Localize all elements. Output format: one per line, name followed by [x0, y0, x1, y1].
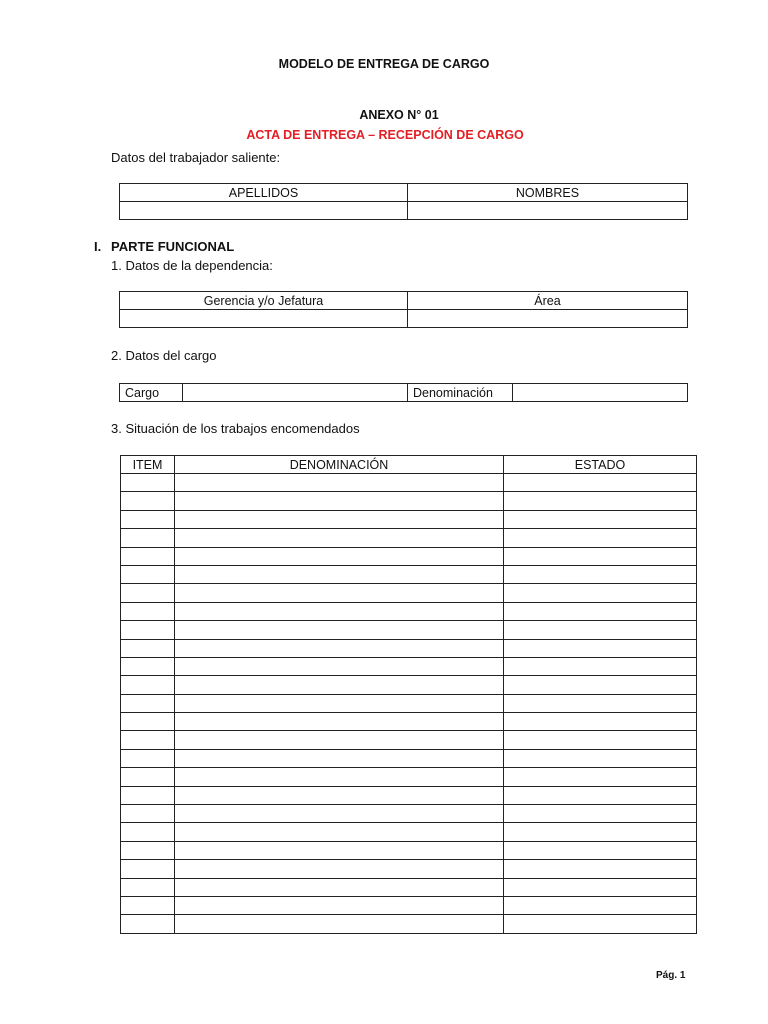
- denominacion-cell[interactable]: [175, 529, 504, 547]
- denominacion-cell[interactable]: [175, 474, 504, 492]
- denominacion-cell[interactable]: [175, 713, 504, 731]
- item-cell[interactable]: [121, 878, 175, 896]
- denominacion-cell[interactable]: [175, 731, 504, 749]
- apellidos-input-cell[interactable]: [120, 202, 408, 220]
- table-row: [121, 657, 697, 675]
- table-row: [121, 584, 697, 602]
- table-row: [121, 694, 697, 712]
- cargo-input-cell[interactable]: [183, 384, 408, 402]
- denominacion-input-cell[interactable]: [513, 384, 688, 402]
- denominacion-cell[interactable]: [175, 547, 504, 565]
- gerencia-input-cell[interactable]: [120, 310, 408, 328]
- estado-cell[interactable]: [504, 731, 697, 749]
- header-area: Área: [408, 292, 688, 310]
- table-row: [121, 731, 697, 749]
- annex-number: ANEXO N° 01: [359, 108, 439, 122]
- position-table: [119, 383, 688, 402]
- denominacion-cell[interactable]: [175, 768, 504, 786]
- table-row: [121, 896, 697, 914]
- area-input-cell[interactable]: [408, 310, 688, 328]
- item-cell[interactable]: [121, 529, 175, 547]
- estado-cell[interactable]: [504, 529, 697, 547]
- estado-cell[interactable]: [504, 474, 697, 492]
- estado-cell[interactable]: [504, 841, 697, 859]
- table-row: [121, 602, 697, 620]
- item-cell[interactable]: [121, 805, 175, 823]
- denominacion-cell[interactable]: [175, 786, 504, 804]
- item-cell[interactable]: [121, 786, 175, 804]
- denominacion-cell[interactable]: [175, 510, 504, 528]
- table-row: [121, 805, 697, 823]
- table-row: [121, 823, 697, 841]
- dependency-heading: 1. Datos de la dependencia:: [111, 258, 273, 273]
- table-row: [121, 860, 697, 878]
- table-row: [121, 547, 697, 565]
- worker-heading: Datos del trabajador saliente:: [111, 150, 281, 165]
- table-row: [121, 749, 697, 767]
- denominacion-cell[interactable]: [175, 584, 504, 602]
- estado-cell[interactable]: [504, 915, 697, 933]
- cargo-label: Cargo: [120, 384, 183, 402]
- denominacion-cell[interactable]: [175, 841, 504, 859]
- estado-cell[interactable]: [504, 510, 697, 528]
- item-cell[interactable]: [121, 860, 175, 878]
- header-estado: ESTADO: [504, 456, 697, 474]
- work-table: [120, 455, 697, 934]
- item-cell[interactable]: [121, 713, 175, 731]
- table-row: [121, 676, 697, 694]
- estado-cell[interactable]: [504, 878, 697, 896]
- estado-cell[interactable]: [504, 805, 697, 823]
- denominacion-cell[interactable]: [175, 749, 504, 767]
- item-cell[interactable]: [121, 510, 175, 528]
- estado-cell[interactable]: [504, 694, 697, 712]
- estado-cell[interactable]: [504, 492, 697, 510]
- table-row: [121, 529, 697, 547]
- item-cell[interactable]: [121, 492, 175, 510]
- position-heading: 2. Datos del cargo: [111, 348, 217, 363]
- table-row: [121, 621, 697, 639]
- denominacion-cell[interactable]: [175, 676, 504, 694]
- document-subtitle: ACTA DE ENTREGA – RECEPCIÓN DE CARGO: [246, 128, 524, 142]
- section-title: PARTE FUNCIONAL: [111, 239, 235, 254]
- table-row: [121, 474, 697, 492]
- estado-cell[interactable]: [504, 547, 697, 565]
- item-cell[interactable]: [121, 584, 175, 602]
- table-row: [121, 768, 697, 786]
- denominacion-cell[interactable]: [175, 896, 504, 914]
- item-cell[interactable]: [121, 915, 175, 933]
- estado-cell[interactable]: [504, 657, 697, 675]
- table-row: [121, 878, 697, 896]
- nombres-input-cell[interactable]: [408, 202, 688, 220]
- header-nombres: NOMBRES: [408, 184, 688, 202]
- table-row: [121, 915, 697, 933]
- item-cell[interactable]: [121, 621, 175, 639]
- denominacion-cell[interactable]: [175, 805, 504, 823]
- denominacion-cell[interactable]: [175, 602, 504, 620]
- item-cell[interactable]: [121, 768, 175, 786]
- item-cell[interactable]: [121, 896, 175, 914]
- denominacion-cell[interactable]: [175, 915, 504, 933]
- estado-cell[interactable]: [504, 896, 697, 914]
- estado-cell[interactable]: [504, 639, 697, 657]
- header-apellidos: APELLIDOS: [120, 184, 408, 202]
- estado-cell[interactable]: [504, 749, 697, 767]
- denominacion-cell[interactable]: [175, 621, 504, 639]
- item-cell[interactable]: [121, 639, 175, 657]
- item-cell[interactable]: [121, 676, 175, 694]
- estado-cell[interactable]: [504, 565, 697, 583]
- denominacion-cell[interactable]: [175, 657, 504, 675]
- table-row: [121, 713, 697, 731]
- table-row: [121, 510, 697, 528]
- denominacion-cell[interactable]: [175, 492, 504, 510]
- document-title: MODELO DE ENTREGA DE CARGO: [278, 57, 490, 71]
- estado-cell[interactable]: [504, 584, 697, 602]
- header-denominacion: DENOMINACIÓN: [175, 456, 504, 474]
- work-heading: 3. Situación de los trabajos encomendados: [111, 421, 360, 436]
- item-cell[interactable]: [121, 694, 175, 712]
- item-cell[interactable]: [121, 749, 175, 767]
- table-row: [121, 786, 697, 804]
- denominacion-cell[interactable]: [175, 694, 504, 712]
- denominacion-cell[interactable]: [175, 823, 504, 841]
- item-cell[interactable]: [121, 565, 175, 583]
- estado-cell[interactable]: [504, 602, 697, 620]
- table-row: [121, 841, 697, 859]
- dependency-table: [119, 291, 688, 328]
- section-numeral: I.: [94, 239, 102, 254]
- denominacion-label: Denominación: [408, 384, 513, 402]
- item-cell[interactable]: [121, 657, 175, 675]
- denominacion-cell[interactable]: [175, 860, 504, 878]
- estado-cell[interactable]: [504, 768, 697, 786]
- item-cell[interactable]: [121, 841, 175, 859]
- estado-cell[interactable]: [504, 713, 697, 731]
- worker-table: [119, 183, 688, 220]
- denominacion-cell[interactable]: [175, 639, 504, 657]
- item-cell[interactable]: [121, 731, 175, 749]
- header-item: ITEM: [121, 456, 175, 474]
- table-row: [121, 492, 697, 510]
- estado-cell[interactable]: [504, 786, 697, 804]
- item-cell[interactable]: [121, 602, 175, 620]
- estado-cell[interactable]: [504, 676, 697, 694]
- table-row: [121, 639, 697, 657]
- header-gerencia: Gerencia y/o Jefatura: [120, 292, 408, 310]
- item-cell[interactable]: [121, 474, 175, 492]
- table-row: [121, 565, 697, 583]
- estado-cell[interactable]: [504, 860, 697, 878]
- denominacion-cell[interactable]: [175, 878, 504, 896]
- item-cell[interactable]: [121, 547, 175, 565]
- denominacion-cell[interactable]: [175, 565, 504, 583]
- estado-cell[interactable]: [504, 823, 697, 841]
- estado-cell[interactable]: [504, 621, 697, 639]
- page-number: Pág. 1: [656, 970, 686, 981]
- item-cell[interactable]: [121, 823, 175, 841]
